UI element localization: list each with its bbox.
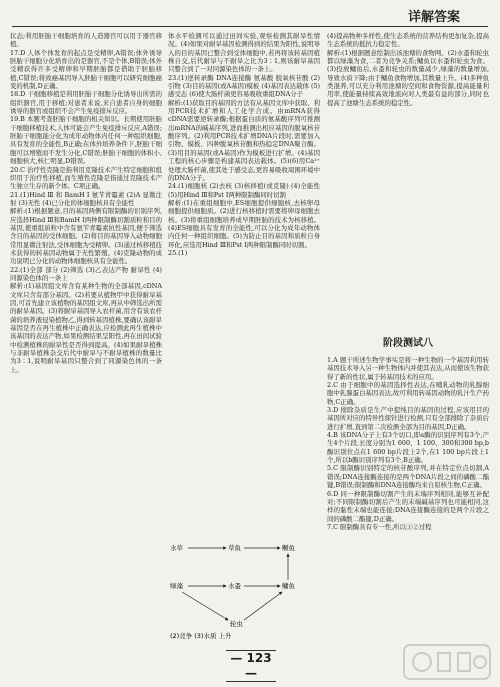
paragraph: 解析:(1)基因组文库含有某种生物的全部基因,cDNA文库只含有部分基因。(2)若要从植物甲中获得耐旱基因,可首先建立该植物的基因组文库,再从中筛选出所需的耐旱基因。(3)将耐旱基因导入农杆菌,用含有该农杆菌的培养液侵染植物乙,得到转基因植株,要确认该耐旱基因是否在再生植株中正确表达,应检测此再生植株中该基因的表达产物,如果检测结果呈阳性,再在田间试验中检测植株的耐旱性是否得到提高。(4)如果耐旱植株与非耐旱植株杂交后代中耐旱与不耐旱植株的数量比为3∶1,说明耐旱基因只整合到了同源染色体的一条上。 (10, 282, 162, 374)
food-web-node: 水蚤 (228, 582, 241, 590)
paragraph: 1.A 题干所述生物学事实是将一种生物的一个基因利用转基因技术导入另一种生物体内并使其表达,从而使该生物获得了新的性状,属于转基因技术的应用。 (327, 356, 489, 381)
food-web-node: 轮虫 (230, 620, 243, 628)
food-web-diagram (168, 540, 320, 640)
paragraph: 23.(1)逆转录酶 DNA连接酶 氨基酸 脱氧核苷酸 (2)引物 (3)目的基因(或A基因)模板 (4)基因表达载体 (5)感受态 (6)使大肠杆菌更容易吸收重组DNA分子 (168, 73, 320, 99)
paragraph: 解析:(1)根据题意绘制出该池塘的食物网。(2)水蚤和轮虫都以绿藻为食,二者为竞争关系;鳙鱼以水蚤和轮虫为食。(3)投放鳙鱼后,水蚤和轮虫的数量减少,绿藻的数量增加,导致水质下降;由于鳙鱼食物增加,其数量上升。(4)多种鱼类混养,可以充分利用池塘的空间和食物资源,提高能量利用率,使能量持续高效地流向对人类最有益的部分,同时也提高了池塘生态系统的稳定性。 (327, 48, 489, 107)
paragraph: 21.(1)Hind Ⅲ 和 BamH Ⅰ 氨苄青霉素 (2)A 显微注射 (3)无性 (4)已分化的体细胞核具有全能性 (10, 190, 162, 207)
paragraph: 解析:(1)根据题意,目的基因两侧有限制酶的识别序列,应选择Hind Ⅲ和BamH Ⅰ两种限制酶切割质粒和目的基因,使重组质粒中含有氨苄青霉素抗性基因,便于筛选含目的基因的受体细胞。(2)将目的基因导入动物细胞常用显微注射法,受体细胞为受精卵。(3)通过核移植技术获得的转基因动物属于无性繁殖。(4)克隆动物的成功说明已分化的动物体细胞核具有全能性。 (10, 207, 162, 266)
section-title: 阶段测试八 (383, 338, 433, 349)
paragraph: 解析:(1)在重组细胞中,ES细胞提供细胞核,去核卵母细胞提供细胞质。(2)进行核移植时需要将卵母细胞去核。(3)将重组细胞培养成早期胚胎的技术为核移植。(4)ES细胞具有发育的全能性,可以分化为成年动物体内任何一种组织细胞。(5)为防止目的基因和质粒自身环化,应选用Hind Ⅲ和Pst Ⅰ两种限制酶同时切割。 (168, 198, 320, 249)
food-web-node: 水草 (170, 544, 183, 552)
paragraph: 20.C 治疗性克隆是指利用克隆技术产生特定细胞和组织用于治疗性移植,而生殖性克隆是指通过克隆技术产生独立生存的新个体。C项正确。 (10, 165, 162, 191)
paragraph: 24.(1)细胞核 (2)去核 (3)核移植(或克隆) (4)全能性 (5)用Hind Ⅲ和Pst Ⅰ两种限制酶同时切割 (168, 182, 320, 199)
header-title: 详解答案 (407, 10, 460, 25)
column-left (10, 32, 162, 647)
paragraph: 3.D 排除杂质是生产中提纯目的基因的过程,应该用目的基因所对应的特异性探针进行检测,只有全部排除了杂质后进行扩增,直到第二次检测全部为目的基因,D正确。 (327, 406, 489, 431)
paragraph: 5.C 限制酶识别特定的核苷酸序列,并在特定位点切割,A错误;DNA连接酶连接的是两个DNA片段之间的磷酸二酯键,B错误;限制酶和DNA连接酶均来自原核生物,C正确。 (327, 464, 489, 490)
paragraph: 状态;利用胚胎干细胞培育的人造器官可以用于器官移植。 (10, 32, 162, 49)
watermark-logo (402, 643, 492, 681)
paragraph: 4.B 该DNA分子上有3个切口,即a酶的识别序列有3个,产生4个片段,长度分别为1 600、1 100、300和300 bp,b酶识别位点在1 600 bp片段上2个,在1 100 bp片段上1个,所以b酶识别序列有3个,B正确。 (327, 431, 489, 465)
column-right (327, 32, 489, 647)
food-web-node: 草鱼 (228, 544, 241, 552)
page-header (0, 0, 500, 28)
paragraph: 18.D 干细胞移植是利用胚胎干细胞分化诱导出所需的组织器官,用于移植;对患者来说,来自患者自身的细胞诱导的器官或组织不会产生免疫排斥反应。 (10, 90, 162, 116)
paragraph: 25.(1) (168, 248, 188, 257)
paragraph: 2.C 由于细胞中的基因选择性表达,在哺乳动物的乳腺细胞中乳腺蛋白基因表达,故可利用转基因动物的乳汁生产药物,C正确。 (327, 381, 489, 406)
paragraph: 体水平检测可以通过田间实验,观察检测其耐旱性情况。(4)如果对耐旱基因检测得到的结果为阳性,说明导入的目的基因已整合到受体细胞中,若再将该转基因植株自交,后代耐旱与不耐旱之比为3∶1,则该耐旱基因只整合到了一对同源染色体的一条上。 (168, 32, 320, 74)
paragraph: 6.D 同一种限制酶切割产生的末端序列相同,能够互补配对;不同限制酶切割后产生的末端碱基序列也可能相同,这样的黏性末端也能连接;DNA连接酶连接的是两个片段之间的磷酸二酯键,D正确。 (327, 489, 489, 523)
page-number: — 123 — (226, 650, 276, 682)
food-web-node: 鳜鱼 (282, 544, 295, 552)
paragraph: 22.(1)全部 部分 (2)筛选 (3)乙表达产物 耐旱性 (4)同源染色体的一条上 (10, 265, 162, 282)
food-web-node: 鳙鱼 (282, 582, 295, 590)
paragraph: 7.C 限制酶具有专一性,所以①②过程 (327, 522, 432, 531)
paragraph: 17.D 人体个体发育的起点是受精卵,A错误;体外诱导胚胎干细胞分化培育出的是器官,不是个体,B错误;体外受精获得许多受精卵和早期胚胎都是借助于胚胎移植,C错误;将致癌基因导入胚胎干细胞可以研究细胞癌变的机制,D正确。 (10, 48, 162, 91)
diagram-caption: (2)竞争 (3)水质 上升 (170, 632, 232, 640)
paragraph: 解析:(1)获取目的基因的方法有从基因文库中获取、利用PCR技术扩增和人工化学合成。由mRNA获得cDNA需要逆转录酶;根据蛋白质的氨基酸序列可推测出mRNA的碱基序列,进而推测出相应基因的脱氧核苷酸序列。(2)利用PCR技术扩增DNA片段时,需要加入引物、模板、四种脱氧核苷酸和热稳定DNA聚合酶。(3)用目的基因(或A基因)作为模板进行扩增。(4)基因工程的核心步骤是构建基因表达载体。(5)(6)用Ca²⁺处理大肠杆菌,使其处于感受态,更容易吸收周围环境中的DNA分子。 (168, 98, 320, 182)
column-middle (168, 32, 320, 534)
header-rule (12, 26, 488, 27)
paragraph: 19.B 本题考查胚胎干细胞的相关知识。长期使用胚胎干细胞移植技术,人体可能会产生免疫排斥反应,A错误;胚胎干细胞能分化为成年动物体内任何一种组织细胞,具有发育的全能性,B正确;在体外培养条件下,胚胎干细胞可以增殖而不发生分化,C错误;胚胎干细胞的体积小,细胞核大,核仁明显,D错误。 (10, 115, 162, 166)
paragraph: (4)提高物种多样性,使生态系统的营养结构更加复杂,提高生态系统的抵抗力稳定性。 (327, 32, 489, 49)
food-web-node: 绿藻 (170, 582, 183, 590)
